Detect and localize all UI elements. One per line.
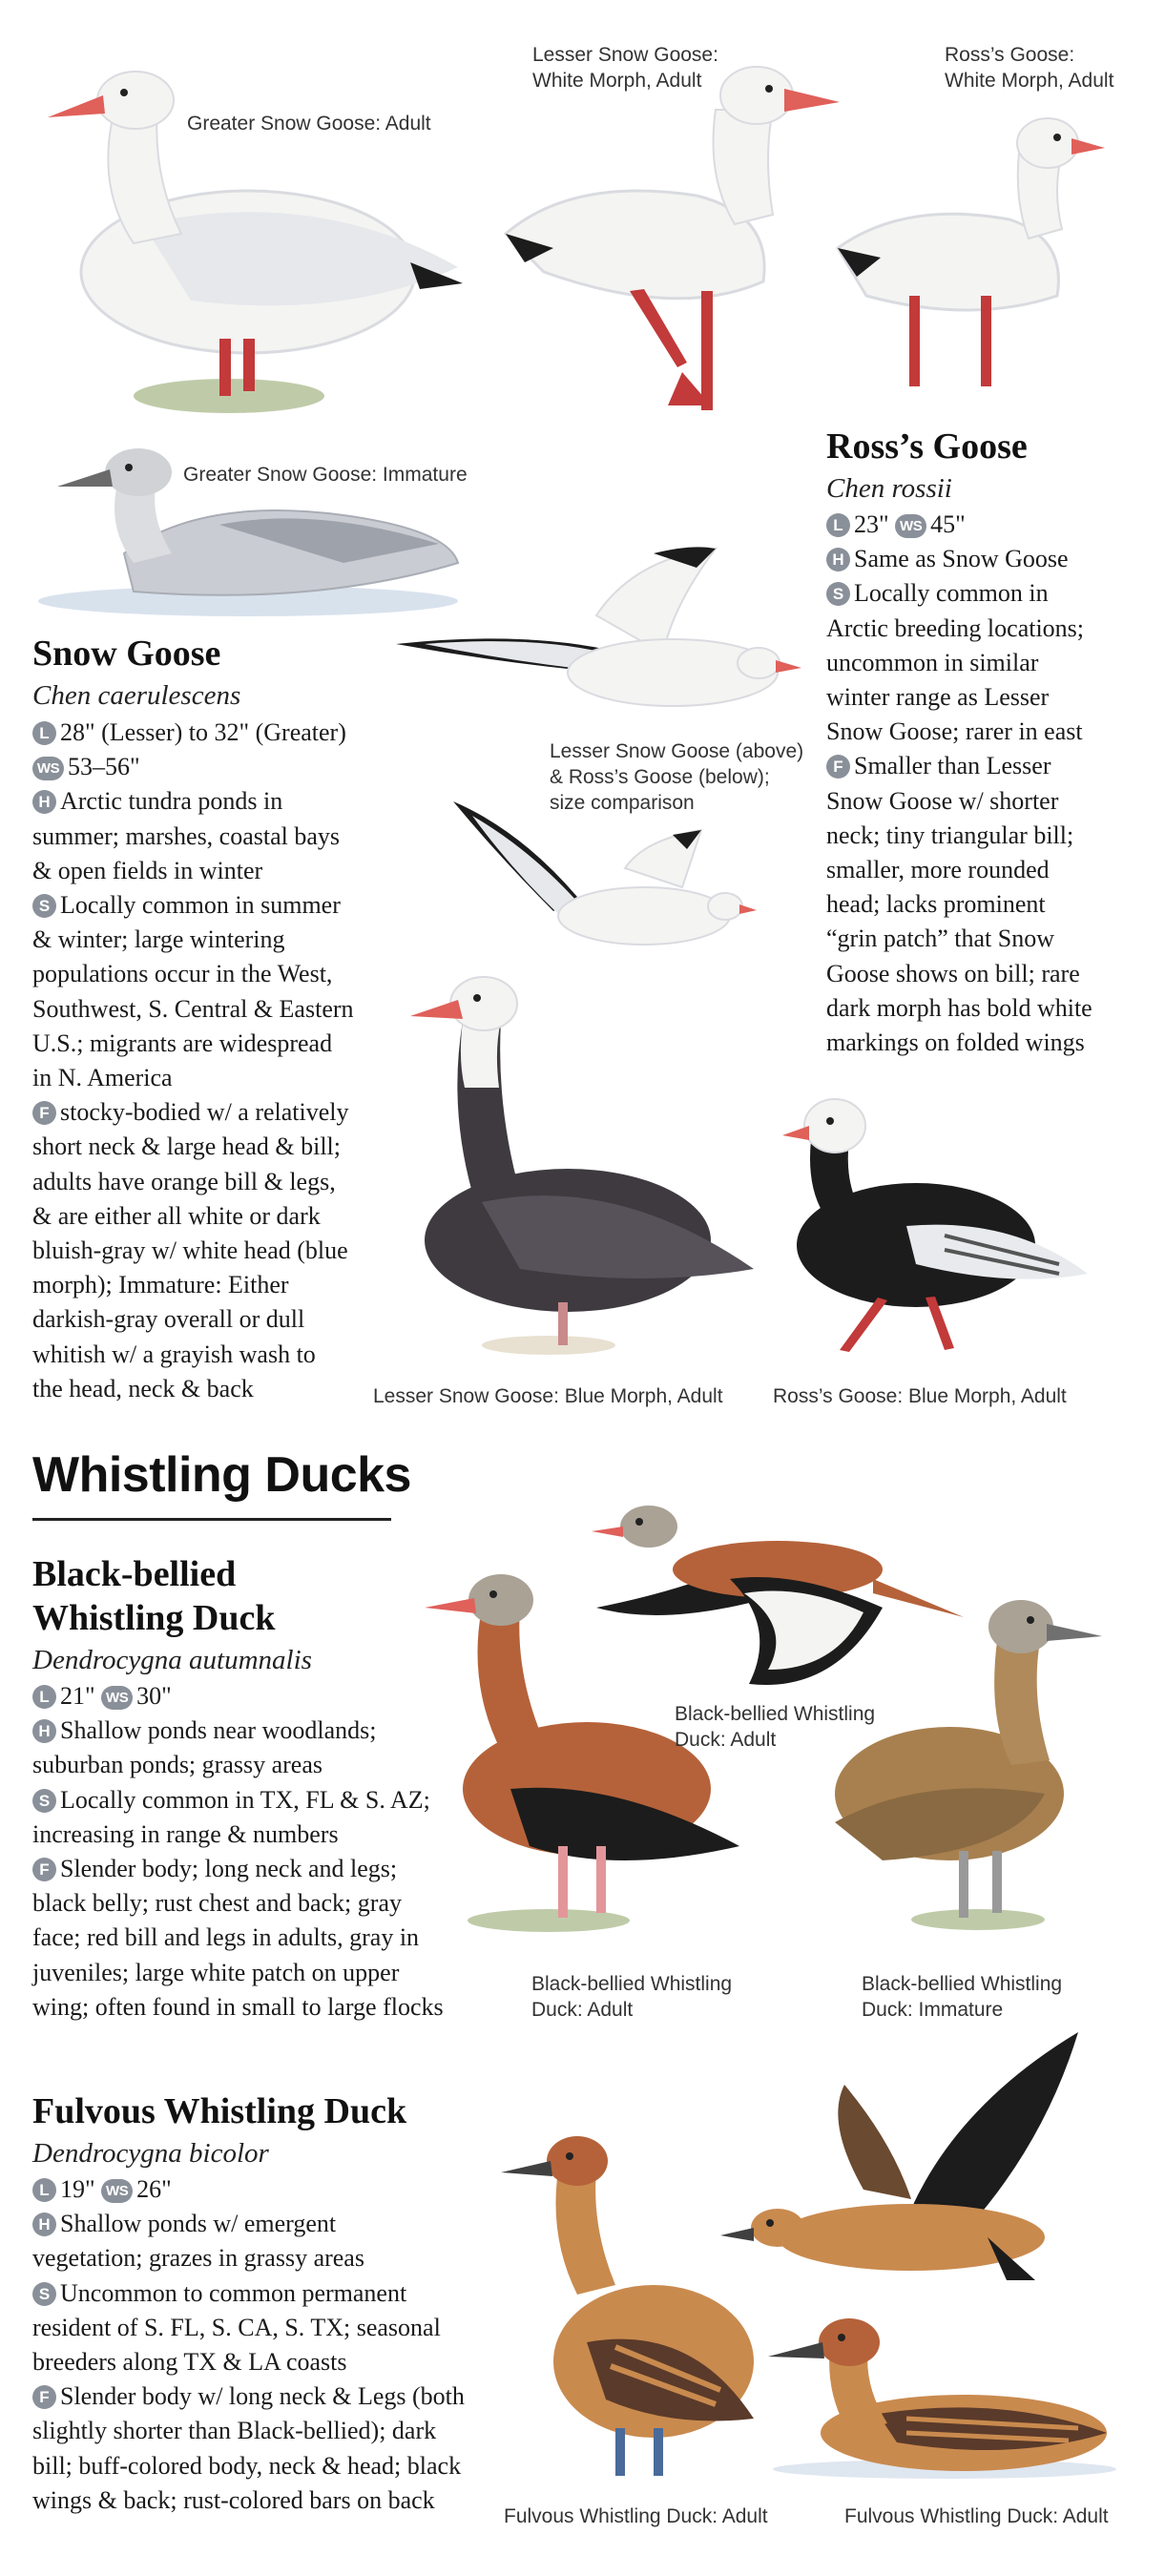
length-value: 23" — [854, 510, 889, 538]
habitat-line: summer; marshes, coastal bays — [32, 821, 341, 850]
features-line: juveniles; large white patch on upper — [32, 1958, 400, 1986]
status-line: increasing in range & numbers — [32, 1819, 339, 1848]
features-line: Snow Goose w/ shorter — [826, 786, 1059, 815]
features-line: Goose shows on bill; rare — [826, 959, 1080, 987]
features-line: stocky-bodied w/ a relatively — [60, 1098, 349, 1127]
features-line: dark morph has bold white — [826, 993, 1092, 1022]
status-line: U.S.; migrants are widespread — [32, 1028, 333, 1057]
status-line: Snow Goose; rarer in east — [826, 717, 1083, 746]
length-value: 21" — [60, 1682, 95, 1710]
facts-ross-goose — [826, 508, 1092, 1060]
features-line: slightly shorter than Black-bellied); dark — [32, 2417, 437, 2445]
caption-ross-goose-white-morph: Ross’s Goose: White Morph, Adult — [945, 44, 1114, 92]
fwd-adult-swimming-illustration — [763, 2309, 1116, 2481]
length-icon: L — [32, 721, 56, 745]
facts-fulvous-whistling-duck — [32, 2172, 465, 2518]
caption-greater-snow-goose-adult: Greater Snow Goose: Adult — [187, 113, 431, 135]
features-line: & are either all white or dark — [32, 1201, 321, 1230]
habitat-icon: H — [32, 2212, 56, 2236]
features-line: bluish-gray w/ white head (blue — [32, 1236, 348, 1265]
habitat-text: Same as Snow Goose — [854, 545, 1069, 573]
section-title: Whistling Ducks — [32, 1447, 411, 1503]
length-icon: L — [32, 1685, 56, 1709]
bbwd-immature-illustration — [825, 1584, 1116, 1932]
status-line: & winter; large wintering — [32, 925, 285, 954]
habitat-icon: H — [32, 790, 56, 814]
length-icon: L — [826, 513, 850, 537]
section-divider — [32, 1518, 391, 1521]
ross-goose-blue-morph-illustration — [782, 1083, 1097, 1360]
features-icon: F — [826, 755, 850, 779]
caption-bbwd-immature: Black-bellied Whistling Duck: Immature — [862, 1973, 1063, 2021]
lesser-snow-goose-blue-morph-illustration — [406, 964, 759, 1355]
caption-ross-goose-blue-morph: Ross’s Goose: Blue Morph, Adult — [773, 1385, 1067, 1407]
status-icon: S — [32, 1789, 56, 1813]
wingspan-icon: WS — [895, 514, 926, 538]
fwd-adult-standing-illustration — [501, 2123, 759, 2481]
scientific-name-snow-goose: Chen caerulescens — [32, 680, 241, 711]
features-line: adults have orange bill & legs, — [32, 1167, 336, 1195]
wingspan-icon: WS — [101, 1686, 133, 1710]
length-icon: L — [32, 2178, 56, 2202]
features-line: bill; buff-colored body, neck & head; black — [32, 2451, 462, 2480]
species-name-snow-goose: Snow Goose — [32, 634, 221, 674]
features-line: whitish w/ a grayish wash to — [32, 1340, 316, 1368]
length-value: 19" — [60, 2175, 95, 2203]
features-line: black belly; rust chest and back; gray — [32, 1889, 402, 1918]
caption-greater-snow-goose-immature: Greater Snow Goose: Immature — [183, 464, 468, 486]
habitat-line: Arctic tundra ponds in — [60, 787, 283, 816]
features-line: wings & back; rust-colored bars on back — [32, 2485, 435, 2514]
caption-fwd-adult-swimming: Fulvous Whistling Duck: Adult — [844, 2505, 1109, 2527]
habitat-icon: H — [826, 548, 850, 571]
species-name-black-bellied-whistling-duck: Black-bellied Whistling Duck — [32, 1554, 276, 1638]
status-line: breeders along TX & LA coasts — [32, 2348, 347, 2377]
greater-snow-goose-adult-illustration — [29, 33, 477, 420]
features-line: “grin patch” that Snow — [826, 924, 1054, 953]
habitat-line: suburban ponds; grassy areas — [32, 1751, 322, 1779]
features-line: markings on folded wings — [826, 1028, 1085, 1057]
features-line: face; red bill and legs in adults, gray in — [32, 1923, 420, 1952]
habitat-icon: H — [32, 1719, 56, 1743]
facts-black-bellied-whistling-duck — [32, 1679, 444, 2025]
features-line: morph); Immature: Either — [32, 1271, 289, 1299]
status-line: Locally common in summer — [60, 891, 341, 920]
features-icon: F — [32, 1101, 56, 1125]
features-line: wing; often found in small to large flocks — [32, 1992, 444, 2021]
species-name-ross-goose: Ross’s Goose — [826, 426, 1028, 467]
status-icon: S — [826, 582, 850, 606]
wingspan-value: 26" — [136, 2175, 172, 2203]
caption-size-comparison: Lesser Snow Goose (above) & Ross’s Goose (below); size comparison — [550, 740, 804, 814]
facts-snow-goose — [32, 716, 354, 1406]
caption-bbwd-flying-adult: Black-bellied Whistling Duck: Adult — [675, 1703, 876, 1751]
wingspan-icon: WS — [32, 757, 64, 780]
lesser-snow-goose-flying-illustration — [386, 539, 806, 730]
scientific-name-ross-goose: Chen rossii — [826, 473, 952, 504]
wingspan-value: 53–56" — [68, 753, 140, 781]
caption-lesser-snow-goose-blue-morph: Lesser Snow Goose: Blue Morph, Adult — [373, 1385, 723, 1407]
caption-lesser-snow-goose-white-morph: Lesser Snow Goose: White Morph, Adult — [532, 44, 718, 92]
scientific-name-black-bellied-whistling-duck: Dendrocygna autumnalis — [32, 1645, 312, 1675]
status-line: Locally common in TX, FL & S. AZ; — [60, 1785, 430, 1814]
features-line: Smaller than Lesser — [854, 752, 1051, 780]
status-line: uncommon in similar — [826, 648, 1039, 676]
status-icon: S — [32, 2282, 56, 2306]
status-line: in N. America — [32, 1064, 173, 1092]
status-line: Locally common in — [854, 579, 1049, 608]
features-line: smaller, more rounded — [826, 856, 1050, 884]
habitat-line: & open fields in winter — [32, 856, 263, 884]
species-name-fulvous-whistling-duck: Fulvous Whistling Duck — [32, 2091, 407, 2131]
ross-goose-white-morph-illustration — [828, 95, 1124, 401]
status-icon: S — [32, 894, 56, 918]
features-line: darkish-gray overall or dull — [32, 1305, 305, 1334]
status-line: Southwest, S. Central & Eastern — [32, 994, 354, 1023]
scientific-name-fulvous-whistling-duck: Dendrocygna bicolor — [32, 2138, 269, 2169]
features-line: Slender body; long neck and legs; — [60, 1855, 398, 1883]
fwd-flying-illustration — [720, 2027, 1088, 2314]
caption-fwd-adult-standing: Fulvous Whistling Duck: Adult — [504, 2505, 768, 2527]
status-line: Arctic breeding locations; — [826, 613, 1085, 642]
features-line: Slender body w/ long neck & Legs (both — [60, 2382, 465, 2411]
features-icon: F — [32, 2385, 56, 2409]
habitat-line: Shallow ponds w/ emergent — [60, 2210, 337, 2238]
length-value: 28" (Lesser) to 32" (Greater) — [60, 718, 346, 746]
habitat-line: Shallow ponds near woodlands; — [60, 1716, 377, 1745]
habitat-line: vegetation; grazes in grassy areas — [32, 2244, 364, 2273]
features-line: head; lacks prominent — [826, 890, 1046, 919]
features-icon: F — [32, 1858, 56, 1881]
caption-bbwd-adult: Black-bellied Whistling Duck: Adult — [531, 1973, 733, 2021]
status-line: populations occur in the West, — [32, 960, 333, 988]
features-line: short neck & large head & bill; — [32, 1132, 341, 1161]
features-line: neck; tiny triangular bill; — [826, 821, 1074, 849]
wingspan-value: 30" — [136, 1682, 172, 1710]
wingspan-icon: WS — [101, 2179, 133, 2203]
status-line: resident of S. FL, S. CA, S. TX; seasonal — [32, 2313, 441, 2341]
status-line: winter range as Lesser — [826, 683, 1050, 712]
status-line: Uncommon to common permanent — [60, 2278, 407, 2307]
wingspan-value: 45" — [930, 510, 966, 538]
features-line: the head, neck & back — [32, 1374, 254, 1402]
